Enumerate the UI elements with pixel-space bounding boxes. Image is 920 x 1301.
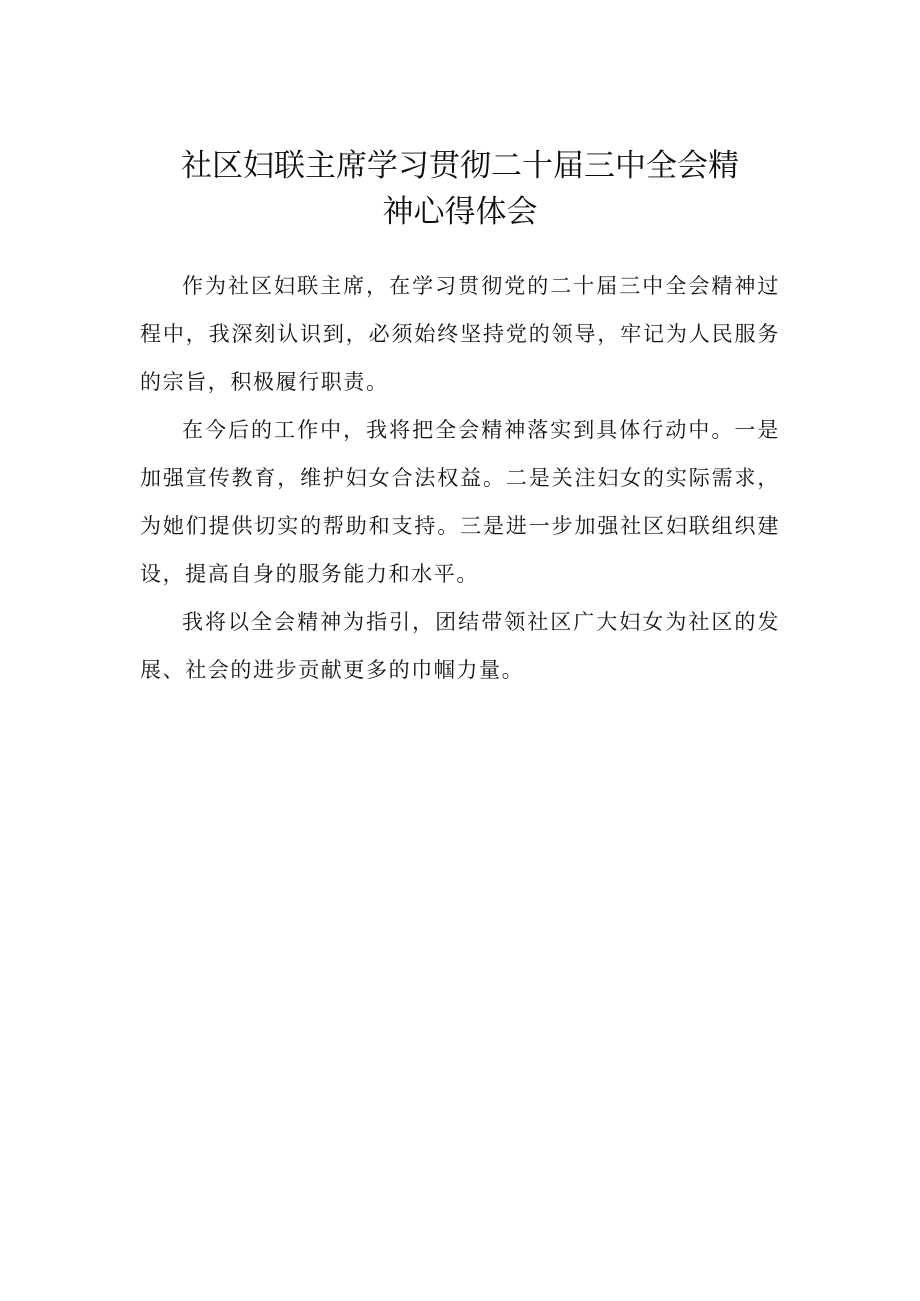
document-body [140, 262, 780, 694]
paragraph-2: 在今后的工作中，我将把全会精神落实到具体行动中。一是加强宣传教育，维护妇女合法权益。二是关注妇女的实际需求，为她们提供切实的帮助和支持。三是进一步加强社区妇联组织建设，提高自身的服务能力和水平。 [140, 418, 780, 586]
title-line-2: 神心得体会 [382, 194, 538, 230]
paragraph-1: 作为社区妇联主席，在学习贯彻党的二十届三中全会精神过程中，我深刻认识到，必须始终坚持党的领导，牢记为人民服务的宗旨，积极履行职责。 [140, 274, 780, 394]
page-title [0, 143, 920, 235]
title-line-1: 社区妇联主席学习贯彻二十届三中全会精 [181, 148, 739, 184]
paragraph-3: 我将以全会精神为指引，团结带领社区广大妇女为社区的发展、社会的进步贡献更多的巾帼力量。 [140, 610, 780, 682]
